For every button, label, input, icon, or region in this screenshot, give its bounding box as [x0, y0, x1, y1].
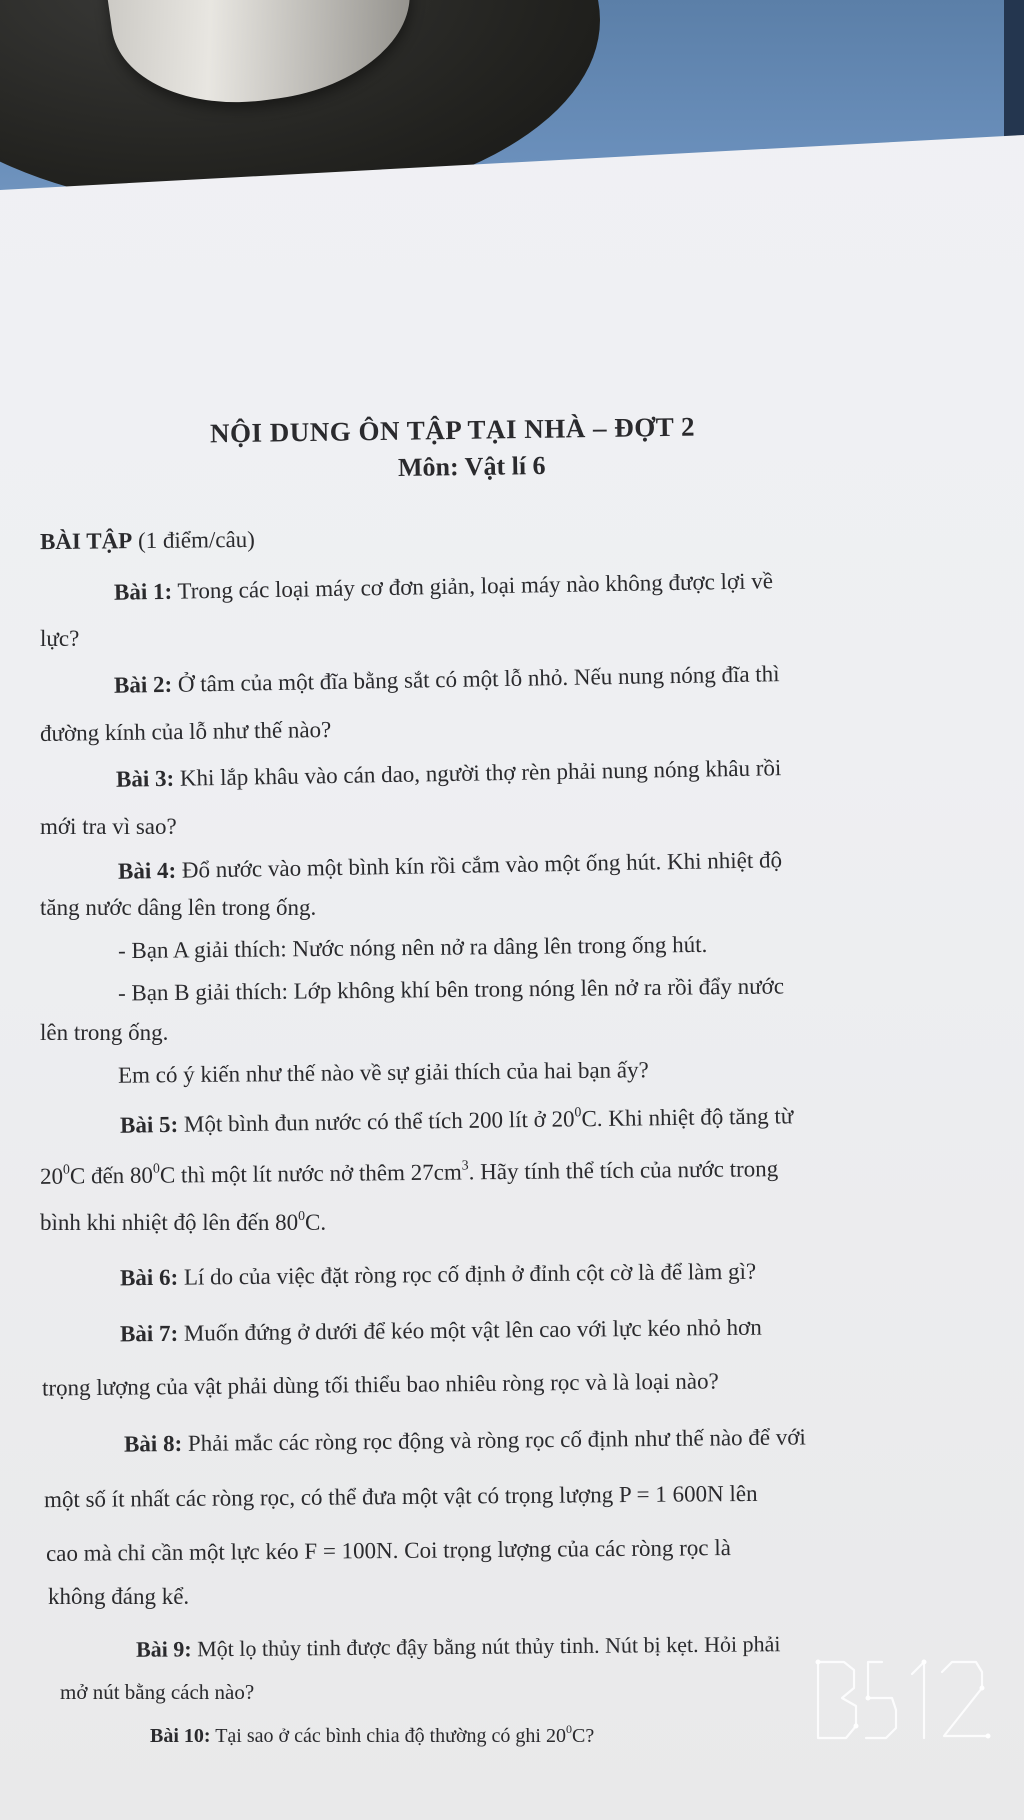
- exercise-text: Muốn đứng ở dưới để kéo một vật lên cao với lực kéo nhỏ hơn: [178, 1314, 762, 1346]
- exercise-10: [150, 1722, 595, 1748]
- exercise-text: Lí do của việc đặt ròng rọc cố định ở đỉnh cột cờ là để làm gì?: [178, 1258, 757, 1290]
- exercise-3-cont: mới tra vì sao?: [40, 814, 177, 839]
- b612-watermark-logo: [812, 1640, 1002, 1760]
- degree-superscript: 0: [574, 1104, 582, 1120]
- exercise-text: bình khi nhiệt độ lên đến 80: [40, 1210, 299, 1235]
- degree-superscript: 0: [566, 1722, 572, 1737]
- exercise-label: Bài 2:: [113, 671, 173, 698]
- page-subtitle: Môn: Vật lí 6: [397, 450, 546, 483]
- exercise-4-question: Em có ý kiến như thế nào về sự giải thích của hai bạn ấy?: [117, 1057, 649, 1088]
- exercise-text: Trong các loại máy cơ đơn giản, loại máy nào không được lợi về: [171, 568, 774, 604]
- degree-superscript: 0: [298, 1207, 305, 1223]
- exercise-text: Đổ nước vào một bình kín rồi cắm vào một ống hút. Khi nhiệt độ: [175, 847, 783, 883]
- exercise-4-opinion-b: - Bạn B giải thích: Lớp không khí bên trong nóng lên nở ra rồi đẩy nước: [117, 973, 785, 1006]
- degree-superscript: 0: [62, 1161, 70, 1177]
- exercise-8-cont-3: không đáng kể.: [48, 1584, 190, 1609]
- exercise-label: Bài 9:: [135, 1636, 192, 1662]
- exercise-7-cont: trọng lượng của vật phải dùng tối thiểu bao nhiêu ròng rọc và là loại nào?: [41, 1368, 719, 1401]
- exercise-text: 20: [39, 1163, 64, 1189]
- exercise-text: . Hãy tính thể tích của nước trong: [468, 1156, 779, 1185]
- exercise-label: Bài 6:: [119, 1264, 179, 1291]
- exercise-4-opinion-a: - Bạn A giải thích: Nước nóng nên nở ra dâng lên trong ống hút.: [117, 931, 708, 964]
- section-heading-note: (1 điểm/câu): [132, 526, 255, 554]
- exercise-8-cont-2: cao mà chỉ cần một lực kéo F = 100N. Coi trọng lượng của các ròng rọc là: [45, 1535, 732, 1566]
- exercise-4-cont: tăng nước dâng lên trong ống.: [40, 895, 317, 920]
- exercise-label: Bài 1:: [113, 578, 173, 605]
- degree-superscript: 0: [152, 1160, 160, 1176]
- background-edge: [1004, 0, 1024, 140]
- exercise-label: Bài 10:: [150, 1725, 211, 1747]
- exercise-text: Tại sao ở các bình chia độ thường có ghi 20: [210, 1725, 566, 1747]
- exercise-text: Khi lắp khâu vào cán dao, người thợ rèn phải nung nóng khâu rồi: [173, 755, 782, 791]
- exercise-label: Bài 8:: [123, 1430, 183, 1457]
- cube-superscript: 3: [461, 1157, 469, 1173]
- exercise-text: Một lọ thủy tinh được đậy bằng nút thủy tinh. Nút bị kẹt. Hỏi phải: [191, 1631, 781, 1662]
- exercise-text: C?: [572, 1725, 595, 1747]
- exercise-5-cont-2: [40, 1207, 327, 1236]
- exercise-text: Ở tâm của một đĩa bằng sắt có một lỗ nhỏ. Nếu nung nóng đĩa thì: [171, 661, 780, 697]
- exercise-label: Bài 3:: [115, 765, 175, 792]
- exercise-8-cont: một số ít nhất các ròng rọc, có thể đưa một vật có trọng lượng P = 1 600N lên: [43, 1480, 758, 1513]
- exercise-4-opinion-b-cont: lên trong ống.: [40, 1020, 169, 1045]
- exercise-text: C. Khi nhiệt độ tăng từ: [581, 1103, 794, 1132]
- exercise-text: C thì một lít nước nở thêm 27cm: [159, 1159, 462, 1188]
- exercise-label: Bài 7:: [119, 1320, 179, 1347]
- exercise-9-cont: mở nút bằng cách nào?: [60, 1680, 255, 1704]
- exercise-text: C.: [304, 1210, 327, 1235]
- exercise-label: Bài 4:: [117, 857, 177, 884]
- section-heading-label: BÀI TẬP: [39, 528, 133, 555]
- exercise-text: C đến 80: [69, 1162, 154, 1189]
- exercise-text: Một bình đun nước có thể tích 200 lít ở 20: [177, 1106, 575, 1137]
- exercise-1-cont: lực?: [40, 626, 80, 651]
- exercise-2-cont: đường kính của lỗ như thế nào?: [39, 716, 332, 747]
- page-title: NỘI DUNG ÔN TẬP TẠI NHÀ – ĐỢT 2: [209, 411, 696, 449]
- exercise-text: Phải mắc các ròng rọc động và ròng rọc cố định như thế nào để với: [182, 1424, 806, 1456]
- exercise-label: Bài 5:: [119, 1111, 179, 1138]
- section-heading: [40, 527, 255, 555]
